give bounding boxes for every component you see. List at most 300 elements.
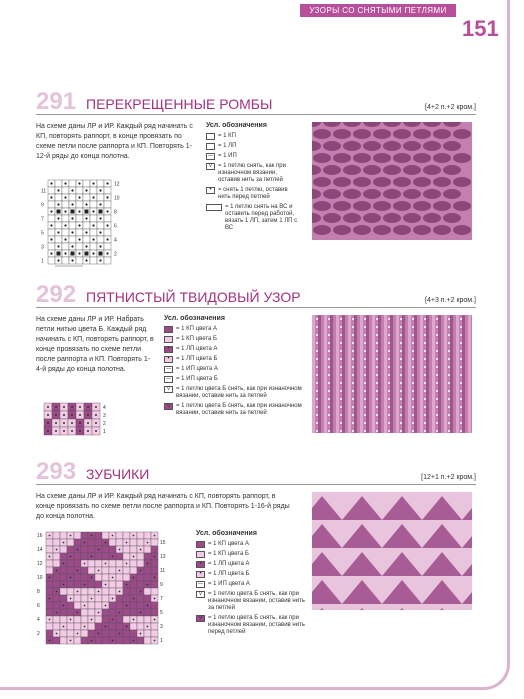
legend-text: = 1 ИП цвета А	[208, 581, 250, 587]
purl-square-icon	[206, 153, 215, 160]
chart-cell	[130, 581, 137, 588]
texture-stitch	[376, 334, 378, 336]
legend-text: = 1 ЛП цвета Б	[176, 356, 218, 362]
texture-stitch	[373, 129, 391, 139]
texture-stitch	[323, 165, 341, 175]
legend-item	[206, 153, 298, 160]
chart-mark	[71, 217, 73, 219]
texture-stitch	[324, 315, 327, 433]
texture-stitch	[424, 350, 426, 352]
texture-stitch	[343, 165, 361, 175]
texture-stitch	[460, 326, 462, 328]
texture-stitch	[364, 326, 366, 328]
chart-cell	[151, 567, 158, 574]
texture-stitch	[460, 430, 462, 432]
texture-stitch	[413, 201, 431, 211]
chart-cell	[74, 595, 81, 602]
chart-cell	[102, 588, 109, 595]
row-number: 5	[41, 230, 44, 237]
chart-mark	[47, 414, 49, 416]
legend-item	[164, 346, 310, 353]
chart-mark	[92, 210, 94, 212]
texture-stitch	[328, 406, 330, 408]
chart-cell	[109, 560, 116, 567]
texture-stitch	[448, 382, 450, 384]
texture-stitch	[412, 326, 414, 328]
row-number: 12	[37, 561, 43, 567]
running-header: УЗОРЫ СО СНЯТЫМИ ПЕТЛЯМИ	[300, 4, 456, 17]
chart-cell	[76, 215, 83, 222]
texture-stitch	[453, 177, 471, 187]
texture-stitch	[424, 382, 426, 384]
section-repeat: [4+2 п.+2 кром.]	[425, 104, 476, 111]
chart-cell	[46, 546, 53, 553]
chart-mark	[49, 535, 51, 537]
chart-cell	[130, 546, 137, 553]
knit-color-b-icon	[164, 356, 173, 363]
texture-stitch	[316, 350, 318, 352]
texture-stitch	[388, 358, 390, 360]
chart-mark	[71, 414, 73, 416]
texture-stitch	[433, 129, 451, 139]
chart-mark	[57, 259, 59, 261]
texture-stitch	[313, 201, 331, 211]
texture-stitch	[436, 342, 438, 344]
chart-cell	[46, 581, 53, 588]
texture-stitch	[433, 225, 451, 235]
texture-stitch	[373, 177, 391, 187]
chart-mark	[95, 430, 97, 432]
chart-cell	[144, 595, 151, 602]
texture-stitch	[352, 334, 354, 336]
chart-mark	[49, 577, 51, 579]
texture-stitch	[424, 414, 426, 416]
texture-stitch	[316, 422, 318, 424]
legend-item	[164, 386, 310, 400]
texture-stitch	[436, 398, 438, 400]
texture-stitch	[438, 315, 441, 433]
chart-mark	[85, 259, 87, 261]
texture-stitch	[340, 358, 342, 360]
texture-stitch	[388, 318, 390, 320]
chart-mark	[98, 549, 100, 551]
chart-cell	[74, 616, 81, 623]
legend-title: Усл. обозначения	[206, 122, 267, 129]
chart-mark	[133, 598, 135, 600]
texture-stitch	[453, 225, 471, 235]
chart-cell	[81, 574, 88, 581]
texture-stitch	[420, 315, 423, 433]
chart-cell	[69, 236, 76, 243]
chart-mark	[63, 422, 65, 424]
texture-stitch	[353, 177, 371, 187]
color-a-square-icon	[196, 541, 205, 548]
legend-item	[196, 615, 306, 636]
chart-mark	[140, 612, 142, 614]
texture-stitch	[388, 374, 390, 376]
chart-cell	[123, 588, 130, 595]
texture-stitch	[436, 414, 438, 416]
chart-cell	[123, 546, 130, 553]
chart-mark	[63, 542, 65, 544]
chart-cell	[130, 588, 137, 595]
texture-stitch	[353, 129, 371, 139]
chart-mark	[47, 430, 49, 432]
chart-cell	[67, 560, 74, 567]
legend-text: = 1 петлю снять на ВС и оставить перед работой, вязать 1 ЛП, затем 1 ЛП с ВС	[225, 204, 298, 231]
chart-mark	[63, 626, 65, 628]
chart-mark	[112, 640, 114, 642]
row-number: 12	[114, 181, 120, 188]
chart-mark	[98, 570, 100, 572]
chart-cell	[109, 581, 116, 588]
texture-stitch	[316, 382, 318, 384]
chart-cell	[88, 630, 95, 637]
chart-mark	[70, 535, 72, 537]
chart-mark	[154, 598, 156, 600]
chart-cell	[102, 616, 109, 623]
row-number: 3	[160, 624, 163, 630]
row-number: 15	[160, 540, 166, 546]
slip-stitch-icon	[206, 163, 215, 170]
row-number: 16	[37, 533, 43, 539]
texture-stitch	[436, 374, 438, 376]
texture-stitch	[413, 153, 431, 163]
chart-mark	[147, 563, 149, 565]
chart-cell	[62, 201, 69, 208]
texture-stitch	[433, 177, 451, 187]
texture-stitch	[448, 358, 450, 360]
chart-cell	[74, 560, 81, 567]
chart-cell	[74, 623, 81, 630]
purl-color-b-icon	[164, 376, 173, 383]
texture-stitch	[448, 366, 450, 368]
texture-stitch	[400, 326, 402, 328]
chart-cell	[130, 560, 137, 567]
legend-text: = 1 ЛП цвета А	[176, 346, 218, 352]
chart-mark	[55, 406, 57, 408]
legend-title: Усл. обозначения	[196, 530, 257, 537]
texture-stitch	[443, 165, 461, 175]
texture-stitch	[364, 414, 366, 416]
chart-cell	[116, 532, 123, 539]
texture-stitch	[436, 366, 438, 368]
texture-stitch	[363, 141, 381, 151]
chart-cell	[46, 609, 53, 616]
section-repeat: [4+3 п.+2 кром.]	[425, 297, 476, 304]
texture-stitch	[460, 342, 462, 344]
chart-cell	[53, 581, 60, 588]
texture-stitch	[424, 342, 426, 344]
legend-item	[164, 403, 310, 417]
chart-mark	[47, 406, 49, 408]
texture-stitch	[393, 129, 411, 139]
texture-stitch	[400, 350, 402, 352]
chart-mark	[56, 570, 58, 572]
texture-stitch	[400, 366, 402, 368]
texture-stitch	[388, 406, 390, 408]
row-number: 2	[103, 421, 106, 427]
legend-item	[164, 336, 310, 343]
chart-cell	[95, 595, 102, 602]
chart-cell	[81, 637, 88, 644]
chart-mark	[99, 217, 101, 219]
texture-stitch	[448, 334, 450, 336]
texture-stitch	[316, 326, 318, 328]
texture-stitch	[448, 390, 450, 392]
texture-stitch	[352, 326, 354, 328]
chart-mark	[126, 542, 128, 544]
chart-mark	[147, 605, 149, 607]
texture-stitch	[353, 201, 371, 211]
chart-mark	[49, 619, 51, 621]
cable-cross-icon	[206, 204, 222, 211]
texture-stitch	[444, 315, 447, 433]
texture-stitch	[376, 342, 378, 344]
texture-stitch	[364, 422, 366, 424]
texture-stitch	[364, 334, 366, 336]
chart-mark	[70, 640, 72, 642]
texture-stitch	[460, 406, 462, 408]
texture-stitch	[448, 414, 450, 416]
chart-mark	[99, 245, 101, 247]
legend-text: = 1 петлю снять, как при изнаночном вязании, оставив нить за петлей	[218, 163, 286, 183]
chart-cell	[130, 630, 137, 637]
chart-cell	[53, 532, 60, 539]
texture-stitch	[364, 374, 366, 376]
texture-stitch	[412, 350, 414, 352]
legend-item	[206, 204, 298, 232]
texture-stitch	[388, 430, 390, 432]
chart-cell	[88, 623, 95, 630]
legend-item	[164, 366, 310, 373]
texture-stitch	[423, 189, 441, 199]
texture-stitch	[328, 318, 330, 320]
chart-cell	[116, 637, 123, 644]
chart-grid-svg	[36, 530, 186, 648]
chart-cell	[62, 257, 69, 264]
legend-text: = 1 ИП	[218, 153, 237, 159]
purl-color-a-icon	[164, 366, 173, 373]
chart-mark	[91, 535, 93, 537]
texture-stitch	[436, 406, 438, 408]
texture-stitch	[333, 129, 351, 139]
chart-cell	[48, 229, 55, 236]
chart-cell	[95, 560, 102, 567]
slip-front-icon	[196, 615, 205, 622]
row-number: 4	[103, 405, 106, 411]
knitting-chart	[40, 401, 120, 443]
chart-cell	[46, 588, 53, 595]
legend-item	[206, 143, 298, 150]
chart-cell	[144, 588, 151, 595]
section-number: 292	[36, 281, 77, 308]
chart-cell	[88, 588, 95, 595]
texture-stitch	[436, 422, 438, 424]
chart-mark	[105, 542, 107, 544]
chart-cell	[123, 532, 130, 539]
texture-stitch	[360, 315, 363, 433]
texture-stitch	[328, 366, 330, 368]
section-repeat: [12+1 п.+2 кром.]	[421, 474, 476, 481]
texture-stitch	[424, 358, 426, 360]
texture-stitch	[460, 334, 462, 336]
texture-stitch	[352, 342, 354, 344]
texture-stitch	[328, 390, 330, 392]
chart-mark	[70, 577, 72, 579]
knit-color-b-icon	[196, 571, 205, 578]
chart-cell	[81, 616, 88, 623]
chart-mark	[105, 563, 107, 565]
texture-stitch	[376, 318, 378, 320]
texture-stitch	[330, 315, 333, 433]
legend-text: = 1 петлю цвета Б снять, как при изнаночном вязании, оставив нить за петлей	[176, 403, 302, 416]
row-number: 7	[160, 596, 163, 602]
section-description: На схеме даны ЛР и ИР. Каждый ряд начинать с КП, повторять раппорт, в конце провязать по схеме петли после раппорта и КП. Повторять 1-12-й ряды до конца полотна.	[36, 123, 193, 160]
chart-mark	[95, 422, 97, 424]
chart-cell	[74, 532, 81, 539]
chart-mark	[85, 252, 89, 256]
chart-mark	[85, 245, 87, 247]
section-293	[36, 458, 476, 652]
chart-mark	[106, 210, 108, 212]
texture-stitch	[364, 358, 366, 360]
chart-mark	[98, 612, 100, 614]
chart-mark	[105, 584, 107, 586]
texture-stitch	[400, 422, 402, 424]
chart-mark	[55, 430, 57, 432]
chart-cell	[74, 574, 81, 581]
chart-cell	[46, 630, 53, 637]
chart-mark	[92, 238, 94, 240]
chart-mark	[140, 570, 142, 572]
texture-stitch	[333, 225, 351, 235]
chart-mark	[85, 203, 87, 205]
texture-stitch	[423, 141, 441, 151]
legend-item	[196, 571, 306, 578]
chart-mark	[49, 556, 51, 558]
texture-stitch	[453, 153, 471, 163]
chart-cell	[116, 560, 123, 567]
chart-grid-svg	[40, 401, 120, 443]
chart-mark	[87, 414, 89, 416]
texture-stitch	[393, 177, 411, 187]
texture-stitch	[352, 422, 354, 424]
chart-mark	[64, 196, 66, 198]
texture-stitch	[412, 422, 414, 424]
chart-cell	[130, 539, 137, 546]
chart-cell	[151, 560, 158, 567]
chart-mark	[106, 196, 108, 198]
chart-cell	[97, 236, 104, 243]
section-title: ЗУБЧИКИ	[86, 466, 150, 482]
chart-cell	[109, 539, 116, 546]
chart-cell	[123, 609, 130, 616]
chart-mark	[57, 217, 59, 219]
texture-stitch	[393, 225, 411, 235]
legend-text: = 1 ЛП	[218, 143, 237, 149]
chart-cell	[88, 560, 95, 567]
chart-mark	[63, 430, 65, 432]
legend-item	[196, 581, 306, 588]
chart-cell	[67, 546, 74, 553]
chart-cell	[67, 630, 74, 637]
texture-stitch	[383, 189, 401, 199]
texture-stitch	[376, 422, 378, 424]
section-292	[36, 281, 476, 435]
chart-cell	[116, 574, 123, 581]
chart-mark	[79, 414, 81, 416]
chart-mark	[79, 422, 81, 424]
chart-cell	[60, 567, 67, 574]
chart-cell	[102, 532, 109, 539]
texture-stitch	[390, 315, 393, 433]
texture-stitch	[378, 315, 381, 433]
chart-cell	[53, 637, 60, 644]
chart-cell	[53, 595, 60, 602]
chart-mark	[99, 259, 101, 261]
chart-cell	[144, 532, 151, 539]
chart-cell	[123, 567, 130, 574]
chart-cell	[76, 187, 83, 194]
texture-stitch	[323, 189, 341, 199]
texture-stitch	[424, 406, 426, 408]
texture-stitch	[323, 141, 341, 151]
texture-stitch	[352, 398, 354, 400]
texture-stitch	[412, 390, 414, 392]
color-a-square-icon	[164, 326, 173, 333]
texture-stitch	[424, 334, 426, 336]
texture-stitch	[373, 201, 391, 211]
chart-mark	[91, 640, 93, 642]
chart-cell	[97, 194, 104, 201]
texture-stitch	[313, 129, 331, 139]
row-number: 5	[160, 610, 163, 616]
texture-stitch	[383, 141, 401, 151]
chart-cell	[144, 637, 151, 644]
texture-stitch	[352, 350, 354, 352]
chart-cell	[76, 229, 83, 236]
texture-stitch	[376, 430, 378, 432]
texture-stitch	[436, 318, 438, 320]
texture-stitch	[433, 201, 451, 211]
chart-cell	[109, 623, 116, 630]
chart-cell	[60, 595, 67, 602]
chart-cell	[81, 588, 88, 595]
texture-stitch	[424, 390, 426, 392]
chart-mark	[78, 252, 80, 254]
chart-cell	[88, 609, 95, 616]
chart-cell	[104, 257, 111, 264]
texture-stitch	[412, 430, 414, 432]
texture-stitch	[460, 374, 462, 376]
chart-mark	[112, 577, 114, 579]
chart-mark	[56, 633, 58, 635]
texture-stitch	[436, 350, 438, 352]
chart-cell	[69, 222, 76, 229]
chart-cell	[67, 609, 74, 616]
chart-cell	[137, 602, 144, 609]
chart-cell	[116, 553, 123, 560]
chart-mark	[99, 252, 103, 256]
texture-stitch	[448, 406, 450, 408]
chart-mark	[64, 238, 66, 240]
texture-stitch	[388, 326, 390, 328]
texture-stitch	[376, 414, 378, 416]
chart-cell	[151, 630, 158, 637]
chart-mark	[78, 182, 80, 184]
texture-stitch	[388, 398, 390, 400]
